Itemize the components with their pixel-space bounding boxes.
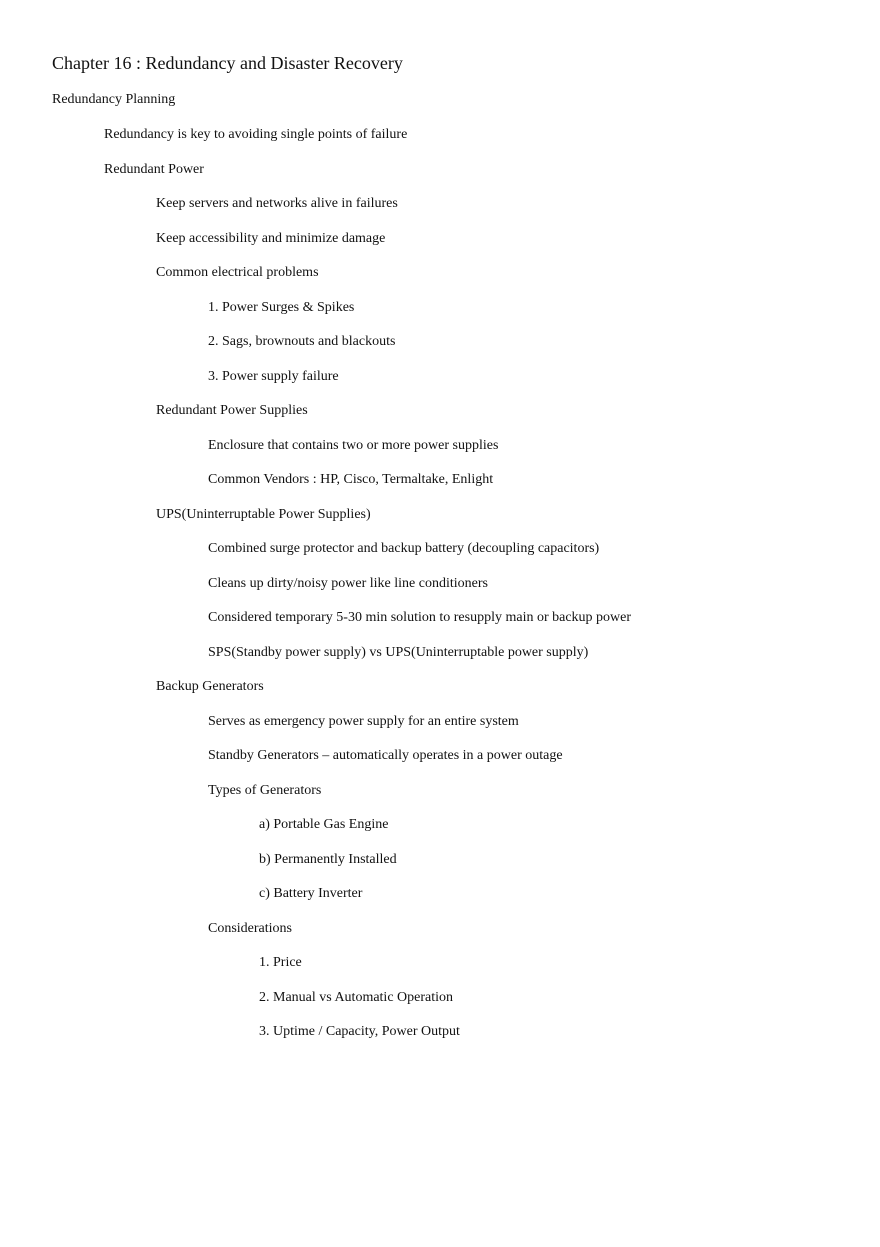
outline-item: a) Portable Gas Engine (259, 817, 389, 832)
outline-item: Keep accessibility and minimize damage (156, 231, 386, 246)
outline-item: Redundant Power Supplies (156, 403, 308, 418)
chapter-title: Chapter 16 : Redundancy and Disaster Recovery (52, 53, 403, 73)
outline-item: b) Permanently Installed (259, 852, 397, 867)
outline-item: Serves as emergency power supply for an entire system (208, 714, 519, 729)
outline-item: 2. Manual vs Automatic Operation (259, 990, 454, 1005)
outline-item: Types of Generators (208, 783, 322, 798)
outline-item: 1. Price (259, 955, 302, 970)
outline-item: Considered temporary 5-30 min solution to resupply main or backup power (208, 610, 632, 625)
outline-item: 2. Sags, brownouts and blackouts (208, 334, 396, 349)
outline-item: 1. Power Surges & Spikes (208, 300, 355, 315)
heading-redundancy-planning: Redundancy Planning (52, 92, 176, 107)
outline-item: UPS(Uninterruptable Power Supplies) (156, 507, 371, 522)
outline-item: Redundant Power (104, 162, 204, 177)
outline-item: Cleans up dirty/noisy power like line conditioners (208, 576, 488, 591)
outline-item: Common Vendors : HP, Cisco, Termaltake, Enlight (208, 472, 494, 487)
outline-item: Enclosure that contains two or more power supplies (208, 438, 499, 453)
outline-item: Redundancy is key to avoiding single points of failure (104, 127, 408, 142)
outline-item: Standby Generators – automatically operates in a power outage (208, 748, 563, 763)
outline-item: c) Battery Inverter (259, 886, 363, 901)
outline-item: Backup Generators (156, 679, 264, 694)
outline-item: 3. Power supply failure (208, 369, 339, 384)
outline-item: Considerations (208, 921, 292, 936)
outline-item: Common electrical problems (156, 265, 319, 280)
outline-item: SPS(Standby power supply) vs UPS(Uninterruptable power supply) (208, 645, 589, 660)
outline-item: Combined surge protector and backup battery (decoupling capacitors) (208, 541, 600, 556)
outline-item: Keep servers and networks alive in failures (156, 196, 398, 211)
outline-item: 3. Uptime / Capacity, Power Output (259, 1024, 460, 1039)
